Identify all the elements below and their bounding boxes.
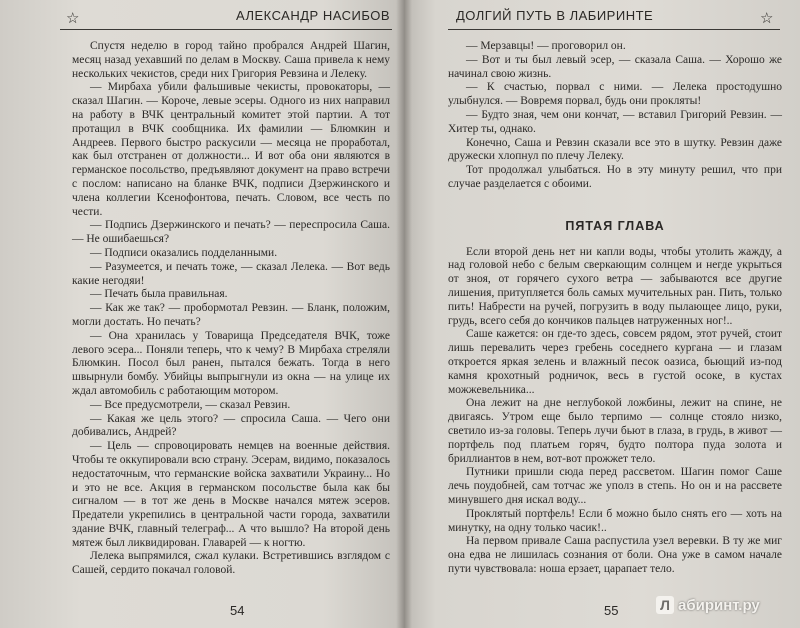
paragraph: — Мерзавцы! — проговорил он. <box>466 40 626 52</box>
page-number-left: 54 <box>230 603 245 618</box>
paragraph: — Вот и ты был левый эсер, — сказала Саша. — Хорошо же начинал свою жизнь. <box>448 53 782 80</box>
running-head-author: АЛЕКСАНДР НАСИБОВ <box>235 8 390 23</box>
running-head-title: ДОЛГИЙ ПУТЬ В ЛАБИРИНТЕ <box>456 8 654 23</box>
star-icon: ☆ <box>760 11 774 27</box>
paragraph: Проклятый портфель! Если б можно было снять его — хоть на минутку, на одну только часик!.. <box>448 507 782 534</box>
paragraph: Тот продолжал улыбаться. Но в эту минуту решил, что при случае разделается с обоими. <box>448 164 782 190</box>
book-gutter <box>396 0 412 628</box>
paragraph: На первом привале Саша распустила узел веревки. В ту же миг она едва не лишилась сознания от боли. Она уже в самом начале пути чувствовала: ноша ерзает, царапает тело. <box>448 535 782 575</box>
header-rule <box>60 29 392 30</box>
paragraph: Лелека выпрямился, сжал кулаки. Встретившись взглядом с Сашей, сердито покачал головой. <box>72 550 390 577</box>
paragraph: — Разумеется, и печать тоже, — сказал Лелека. — Вот ведь какие негодяи! <box>72 260 390 287</box>
labirint-logo-icon: Л <box>656 596 674 614</box>
right-text-column <box>448 40 782 577</box>
star-icon: ☆ <box>66 11 80 27</box>
paragraph: — Все предусмотрели, — сказал Ревзин. <box>90 398 291 411</box>
labirint-watermark <box>656 594 760 616</box>
paragraph: Конечно, Саша и Ревзин сказали все это в шутку. Ревзин даже дружески хлопнул по плечу Лелеку. <box>448 136 782 163</box>
paragraph: — Печать была правильная. <box>90 288 228 301</box>
paragraph: — Мирбаха убили фальшивые чекисты, провокаторы, — сказал Шагин. — Короче, левые эсеры. Одного из них направил на работу в ВЧК центральный комитет этой партии. А тот протащил в ВЧК сообщника. Их фамилии — Блюмкин и Андреев. Первого быстро раскусили — месяца не проработал, как был отстранен от должности... И вот оба они являются в германское посольство, предъявляют документ на право встречи с послом: написано на бланке ВЧК, подписи Дзержинского и члена коллегии Ксенофонтова, печать. Словом, все честь по чести. <box>72 81 390 218</box>
paragraph: — Какая же цель этого? — спросила Саша. — Чего они добивались, Андрей? <box>72 412 390 439</box>
paragraph: — Подписи оказались подделанными. <box>90 246 278 259</box>
paragraph: Спустя неделю в город тайно пробрался Андрей Шагин, месяц назад уехавший по делам в Москву. Саша привела к нему нескольких чекистов, среди них Григория Ревзина и Лелеку. <box>72 40 390 80</box>
paragraph: — Цель — спровоцировать немцев на военные действия. Чтобы те оккупировали всю страну. Эсерам, видимо, показалось недостаточным, что германские войска захватили Украину... Но и это не все. Акция в германском посольстве была как бы сигналом — в тот же день в Москве начался мятеж эсеров. Предатели укрепились в центральной части города, захватили здание ВЧК, главный телеграф... А что вышло? На второй день мятеж был ликвидирован. Главарей — к ногтю. <box>72 440 390 549</box>
paragraph: — Будто зная, чем они кончат, — вставил Григорий Ревзин. — Хитер ты, однако. <box>448 108 782 135</box>
paragraph: Саше кажется: он где-то здесь, совсем рядом, этот ручей, стоит лишь перевалить через гребень соседнего кургана — и глазам откроется яркая зелень и влажный песок оазиса, бьющий из-под камня крохотный родничок, весь в густой осоке, в кустах можжевельника... <box>448 328 782 396</box>
left-text-column <box>72 40 390 578</box>
paragraph: Если второй день нет ни капли воды, чтобы утолить жажду, а над головой небо с белым сверкающим солнцем и негде укрыться от зноя, от горячего сухого ветра — забываются все другие лишения, притупляется боль самых мучительных ран. Пить, только пить! Набрести на ручей, погрузить в воду пылающее лицо, руки, грудь, всего себя до кончиков пальцев натруженных ног!.. <box>448 245 782 327</box>
paragraph: — Она хранилась у Товарища Председателя ВЧК, тоже левого эсера... Поняли теперь, что к чему? В Мирбаха стреляли Блюмкин. Посол был ранен, пытался бежать. Тогда в него швырнули бомбу. Убийцы выпрыгнули из окна — на улице их ждал автомобиль с работающим мотором. <box>72 329 390 397</box>
page-number-right: 55 <box>604 603 619 618</box>
header-rule <box>448 29 780 30</box>
paragraph: Она лежит на дне неглубокой ложбины, лежит на спине, не двигаясь. Утром еще было терпимо — солнце стояло низко, светило из-за головы. Теперь лучи бьют в глаза, в грудь, в живот — портфель под платьем горяч, будто полтора пуда золота и бриллиантов в нем, вот-вот прожжет тело. <box>448 397 782 465</box>
paragraph: Путники пришли сюда перед рассветом. Шагин помог Саше лечь поудобней, сам тотчас же уполз в степь. Но он и на рассвете минувшего дня искал воду... <box>448 466 782 506</box>
watermark-text: абиринт.ру <box>678 596 760 614</box>
paragraph: — Подпись Дзержинского и печать? — переспросила Саша. — Не ошибаешься? <box>72 219 390 246</box>
chapter-title: ПЯТАЯ ГЛАВА <box>565 218 665 233</box>
paragraph: — Как же так? — пробормотал Ревзин. — Бланк, положим, могли достать. Но печать? <box>72 302 390 328</box>
paragraph: — К счастью, порвал с ними. — Лелека простодушно улыбнулся. — Вовремя порвал, будь они прокляты! <box>448 81 782 108</box>
